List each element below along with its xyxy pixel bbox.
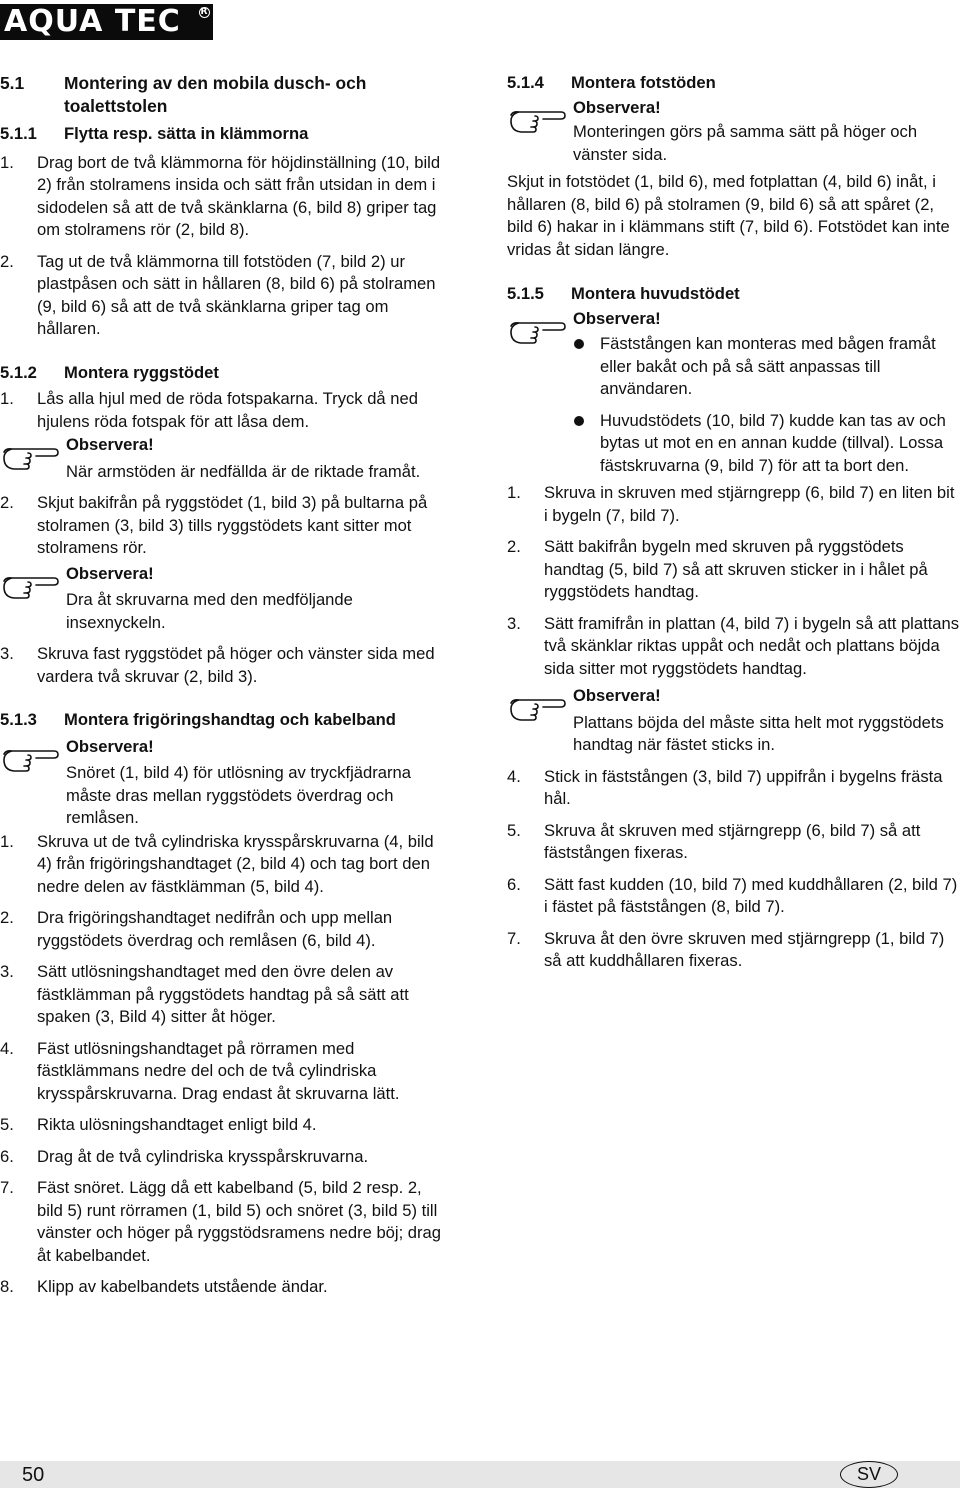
step-text: Stick in fäststången (3, bild 7) uppifrån i bygelns frästa hål.	[544, 766, 943, 808]
step-text: Dra frigöringshandtaget nedifrån och upp mellan ryggstödets överdrag och remlåsen (6, bild 4).	[37, 908, 393, 950]
step-item	[0, 643, 460, 688]
section-number: 5.1.4	[507, 73, 544, 92]
step-text: Skruva fast ryggstödet på höger och vänster sida med vardera två skruvar (2, bild 3).	[37, 644, 435, 686]
step-text: Tag ut de två klämmorna till fotstöden (7, bild 2) ur plastpåsen och sätt in hållaren (8, bild 6) på stolramen (9, bild 6) så att de två skänklarna griper tag om hållaren.	[37, 251, 436, 338]
step-number: 1.	[0, 389, 14, 408]
step-text: Skruva åt skruven med stjärngrepp (6, bild 7) så att fäststången fixeras.	[544, 820, 921, 862]
section-number: 5.1	[0, 73, 25, 93]
note-box	[0, 434, 460, 483]
note-text: Dra åt skruvarna med den medföljande insexnyckeln.	[66, 590, 353, 632]
section-number: 5.1.5	[507, 284, 544, 303]
step-number: 2.	[0, 251, 14, 271]
step-item	[507, 874, 960, 919]
language-badge: SV	[840, 1461, 898, 1488]
note-label: Observera!	[66, 435, 154, 454]
note-box	[507, 97, 960, 167]
step-text: Drag bort de två klämmorna för höjdinställning (10, bild 2) från stolramens insida och sätt från utsidan in dem i sidodelen så att de två skänklarna (6, bild 8) griper tag om stolramens rör (2, bild 8).	[37, 152, 441, 239]
step-text: Rikta ulösningshandtaget enligt bild 4.	[37, 1115, 317, 1134]
bullet-item	[507, 333, 960, 401]
note-text: Monteringen görs på samma sätt på höger och vänster sida.	[573, 122, 918, 164]
note-box	[0, 563, 460, 635]
step-text: Fäst utlösningshandtaget på rörramen med fästklämmans nedre del och de två cylindriska krysspårskruvarna. Drag endast åt skruvarna lätt.	[37, 1038, 400, 1103]
section-5-1-5-heading	[507, 283, 960, 306]
step-item	[0, 251, 460, 341]
step-item	[507, 536, 960, 604]
note-label: Observera!	[66, 563, 154, 583]
section-title: Montera fotstöden	[571, 73, 716, 92]
note-text: Plattans böjda del måste sitta helt mot ryggstödets handtag när fästet sticks in.	[573, 712, 944, 754]
step-item	[0, 1276, 460, 1299]
pointing-hand-icon	[509, 697, 567, 723]
step-text: Klipp av kabelbandets utstående ändar.	[37, 1277, 328, 1296]
bullet-text: Huvudstödets (10, bild 7) kudde kan tas av och bytas ut mot en en annan kudde (tillval). Lossa fästskruvarna (9, bild 7) för att ta bort den.	[600, 410, 946, 475]
step-item	[0, 1038, 460, 1106]
note-box	[507, 685, 960, 757]
step-item	[507, 928, 960, 973]
step-item	[0, 492, 460, 560]
step-item	[0, 1177, 460, 1267]
step-text: Skruva åt den övre skruven med stjärngrepp (1, bild 7) så att kuddhållaren fixeras.	[544, 928, 945, 970]
note-label: Observera!	[573, 686, 661, 705]
step-number: 2.	[507, 537, 521, 556]
step-number: 4.	[0, 1038, 14, 1058]
section-number: 5.1.3	[0, 710, 37, 729]
step-text: Fäst snöret. Lägg då ett kabelband (5, bild 2 resp. 2, bild 5) runt rörramen (1, bild 5) och snöret (3, bild 5) till vänster och höger på ryggstödsramens nedre böj; drag åt kabelbandet.	[37, 1178, 442, 1265]
section-5-1-3-heading	[0, 709, 460, 732]
step-number: 1.	[0, 152, 14, 172]
step-number: 3.	[0, 962, 14, 981]
step-number: 3.	[0, 644, 14, 663]
step-item	[0, 1146, 460, 1169]
section-title: Montera ryggstödet	[64, 362, 219, 382]
step-item	[507, 766, 960, 811]
pointing-hand-icon	[509, 320, 567, 346]
note-label: Observera!	[573, 97, 661, 117]
section-5-1-heading	[0, 72, 460, 118]
step-number: 7.	[507, 928, 521, 948]
step-number: 2.	[0, 908, 14, 927]
section-title: Montera huvudstödet	[571, 284, 740, 303]
section-title: Montering av den mobila dusch- och toalettstolen	[64, 73, 367, 116]
section-title: Montera frigöringshandtag och kabelband	[64, 710, 396, 729]
step-number: 5.	[0, 1115, 14, 1134]
note-box	[0, 736, 460, 830]
step-text: Skjut bakifrån på ryggstödet (1, bild 3) på bultarna på stolramen (3, bild 3) tills ryggstödets kant sitter mot stolramens rör.	[37, 493, 428, 557]
step-item	[0, 961, 460, 1029]
step-number: 1.	[507, 483, 521, 502]
section-number: 5.1.2	[0, 362, 37, 382]
step-item	[0, 1114, 460, 1137]
step-number: 7.	[0, 1178, 14, 1197]
section-5-1-2-heading	[0, 362, 460, 385]
step-number: 8.	[0, 1277, 14, 1296]
step-item	[0, 152, 460, 242]
step-item	[0, 831, 460, 899]
section-5-1-4-heading	[507, 72, 960, 95]
step-text: Sätt framifrån in plattan (4, bild 7) i bygeln så att plattans två skänklar riktas uppåt och nedåt och plattans böjda sida sitter mot ryggstödets handtag.	[544, 613, 960, 678]
step-text: Drag åt de två cylindriska krysspårskruvarna.	[37, 1146, 369, 1166]
note-text: När armstöden är nedfällda är de riktade framåt.	[66, 461, 421, 481]
step-text: Sätt fast kudden (10, bild 7) med kuddhållaren (2, bild 7) i fästet på fäststången (8, bild 7).	[544, 874, 958, 916]
pointing-hand-icon	[509, 109, 567, 135]
pointing-hand-icon	[2, 575, 60, 601]
step-number: 2.	[0, 493, 14, 512]
bullet-dot-icon	[573, 410, 600, 478]
step-text: Sätt bakifrån bygeln med skruven på ryggstödets handtag (5, bild 7) så att skruven sticker in i hålet på ryggstödets handtag.	[544, 537, 928, 601]
step-text: Lås alla hjul med de röda fotspakarna. Tryck då ned hjulens röda fotspak för att låsa dem.	[37, 389, 418, 431]
section-number: 5.1.1	[0, 124, 37, 143]
pointing-hand-icon	[2, 446, 60, 472]
bullet-dot-icon	[573, 333, 600, 401]
step-number: 3.	[507, 613, 521, 633]
logo-text: AQUA TEC	[4, 4, 181, 39]
aquatec-logo	[0, 4, 213, 40]
note-box	[507, 308, 960, 331]
step-item	[0, 388, 460, 433]
step-item	[507, 613, 960, 681]
note-label: Observera!	[66, 736, 154, 756]
registered-mark: R	[200, 7, 209, 17]
step-number: 6.	[0, 1146, 14, 1166]
section-5-1-1-heading	[0, 123, 460, 146]
step-text: Sätt utlösningshandtaget med den övre delen av fästklämman på ryggstödets handtag på så sätt att spaken (3, Bild 4) sitter åt höger.	[37, 962, 409, 1026]
step-text: Skruva ut de två cylindriska krysspårskruvarna (4, bild 4) från frigöringshandtaget (2, bild 4) och tag bort den nedre delen av fästklämman (5, bild 4).	[37, 831, 434, 896]
step-number: 1.	[0, 831, 14, 851]
note-text: Snöret (1, bild 4) för utlösning av tryckfjädrarna måste dras mellan ryggstödets överdrag och remlåsen.	[66, 763, 411, 827]
step-item	[507, 482, 960, 527]
paragraph: Skjut in fotstödet (1, bild 6), med fotplattan (4, bild 6) inåt, i hållaren (8, bild 6) på stolramen (9, bild 6) så att spåret (2, bild 6) hakar in i klämmans stift (7, bild 6). Fotstödet kan inte vridas åt sidan längre.	[507, 172, 950, 259]
bullet-text: Fäststången kan monteras med bågen framåt eller bakåt och på så sätt anpassas till användaren.	[600, 334, 936, 398]
right-column	[507, 72, 960, 973]
step-item	[507, 820, 960, 865]
page-number: 50	[22, 1464, 45, 1486]
note-label: Observera!	[573, 308, 661, 328]
pointing-hand-icon	[2, 748, 60, 774]
step-text: Skruva in skruven med stjärngrepp (6, bild 7) en liten bit i bygeln (7, bild 7).	[544, 483, 955, 525]
footer-bar	[0, 1461, 960, 1488]
step-number: 4.	[507, 766, 521, 786]
bullet-item	[507, 410, 960, 478]
step-number: 5.	[507, 820, 521, 840]
section-title: Flytta resp. sätta in klämmorna	[64, 124, 309, 143]
step-number: 6.	[507, 874, 521, 894]
step-item	[0, 907, 460, 952]
left-column	[0, 72, 460, 1299]
